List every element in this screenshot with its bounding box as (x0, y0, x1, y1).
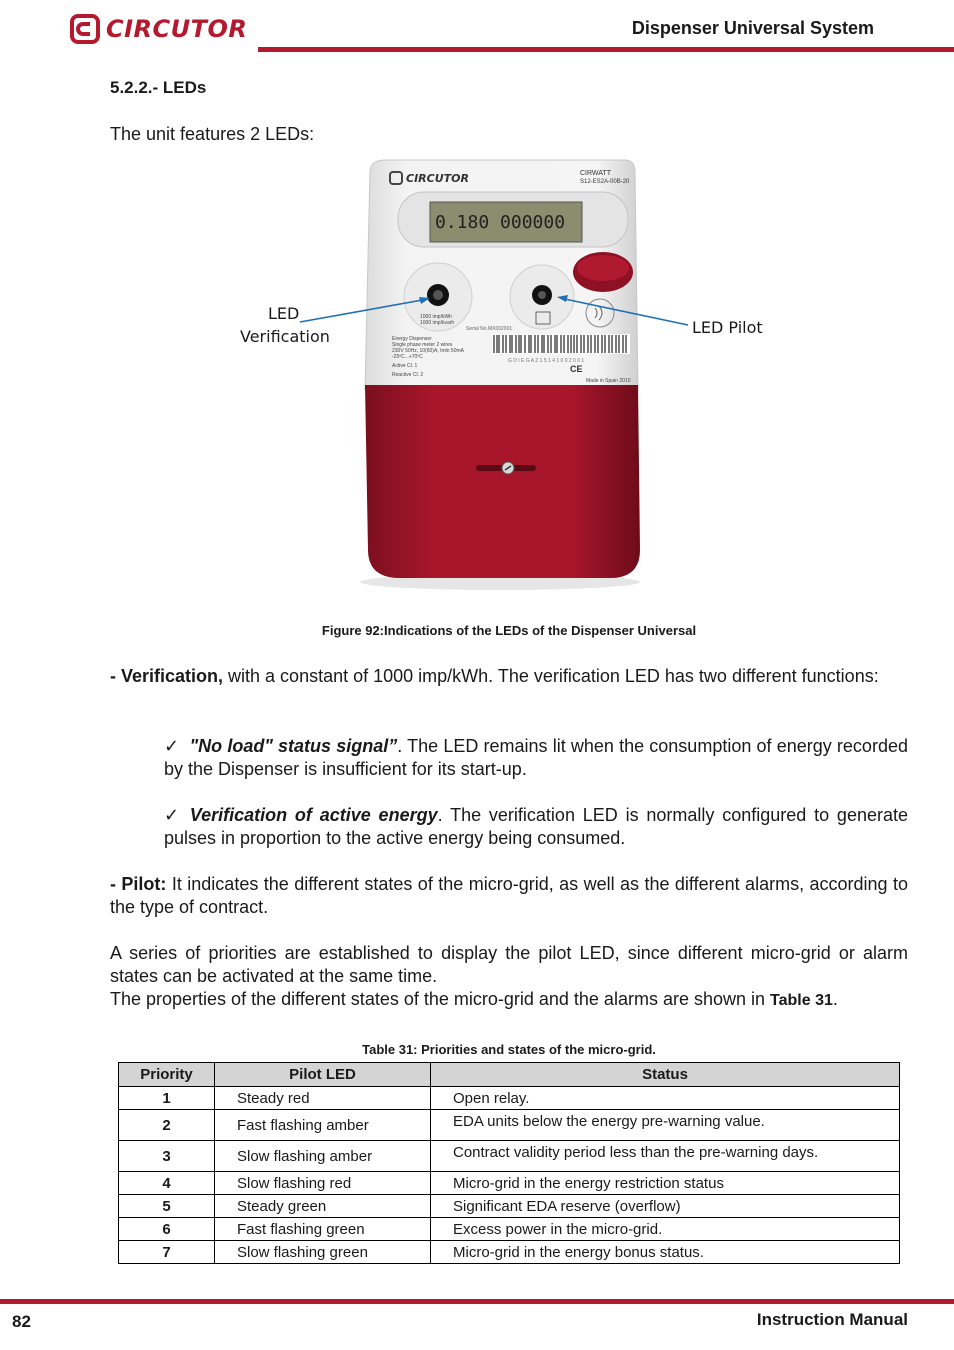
cell-priority: 6 (119, 1218, 215, 1241)
meter-spec-2: 230V 50Hz, 10(60)A, Imin 50mA (392, 348, 464, 354)
meter-serial: Serial No.MX002001 (466, 326, 513, 332)
table-row (119, 1141, 900, 1172)
cell-status: Micro-grid in the energy restriction status (431, 1172, 900, 1195)
svg-text:CE: CE (570, 364, 583, 374)
meter-spec-5: Reactive Cl. 2 (392, 372, 424, 378)
pilot-paragraph (110, 873, 908, 919)
verification-label: - Verification, (110, 666, 224, 686)
cell-status: Significant EDA reserve (overflow) (431, 1195, 900, 1218)
cell-priority: 2 (119, 1110, 215, 1141)
meter-spec-3: -25ºC...+70ºC (392, 354, 423, 360)
meter-made-in: Made in Spain 2010 (586, 378, 631, 384)
properties-paragraph (110, 988, 908, 1012)
bullet1-text: . The LED remains lit when the consumption of energy recorded by the Dispenser is insufficient for its start-up. (164, 736, 908, 779)
page-number: 82 (12, 1312, 31, 1331)
priorities-paragraph: A series of priorities are established to display the pilot LED, since different micro-grid or alarm states can be activated at the same time. (110, 943, 908, 986)
meter-spec-1: Single phase meter 2 wires (392, 342, 453, 348)
priorities-table (118, 1062, 900, 1264)
pilot-label: - Pilot: (110, 874, 167, 894)
meter-imp1: 1000 imp/kWh (420, 314, 452, 320)
bullet1-label: "No load" status signal” (189, 736, 398, 756)
section-heading: 5.2.2.- LEDs (110, 78, 207, 97)
table-reference: Table 31 (770, 992, 833, 1009)
meter-imp2: 1000 imp/kvarh (420, 320, 455, 326)
cell-status: Excess power in the micro-grid. (431, 1218, 900, 1241)
properties-text: The properties of the different states of the micro-grid and the alarms are shown in (110, 989, 771, 1009)
bullet2-label: Verification of active energy (189, 805, 438, 825)
meter-brand: CIRCUTOR (406, 172, 469, 185)
header-divider (258, 47, 954, 52)
verification-paragraph (110, 665, 908, 688)
meter-barcode-text: G D I E G A Z 1 5 1 4 1 0 0 2 0 0 1 (508, 358, 585, 364)
cell-status: Micro-grid in the energy bonus status. (431, 1241, 900, 1264)
cell-priority: 3 (119, 1141, 215, 1172)
table-row (119, 1241, 900, 1264)
table-row (119, 1110, 900, 1141)
check-icon: ✓ (164, 805, 182, 825)
meter-spec-0: Energy Dispenser (392, 336, 432, 342)
label-led-verification-2: Verification (240, 327, 330, 346)
footer-title: Instruction Manual (756, 1310, 908, 1329)
table-caption: Table 31: Priorities and states of the micro-grid. (362, 1042, 656, 1057)
table-row (119, 1218, 900, 1241)
table-row (119, 1195, 900, 1218)
cell-status: EDA units below the energy pre-warning value. (431, 1110, 900, 1141)
properties-end: . (832, 989, 838, 1009)
cell-status: Contract validity period less than the pre-warning days. (431, 1141, 900, 1172)
header-priority: Priority (119, 1063, 215, 1087)
table-header-row (119, 1063, 900, 1087)
footer-divider (0, 1299, 954, 1304)
bullet2-text: . The verification LED is normally configured to generate pulses in proportion to the active energy being consumed. (164, 805, 908, 848)
cell-priority: 1 (119, 1087, 215, 1110)
pilot-text: It indicates the different states of the micro-grid, as well as the different alarms, according to the type of contract. (110, 874, 908, 917)
meter-figure (230, 150, 770, 595)
cell-priority: 5 (119, 1195, 215, 1218)
cell-led: Slow flashing red (215, 1172, 431, 1195)
meter-display: 0.180 000000 (435, 212, 566, 233)
cell-led: Slow flashing green (215, 1241, 431, 1264)
brand-name: CIRCUTOR (106, 15, 248, 43)
circutor-logo-icon (70, 14, 100, 44)
verification-text: with a constant of 1000 imp/kWh. The verification LED has two different functions: (223, 666, 879, 686)
bullet-no-load (164, 735, 908, 781)
cell-led: Steady red (215, 1087, 431, 1110)
cell-led: Steady green (215, 1195, 431, 1218)
cell-priority: 4 (119, 1172, 215, 1195)
header-status: Status (431, 1063, 900, 1087)
table-row (119, 1087, 900, 1110)
brand-logo (70, 12, 247, 46)
cell-priority: 7 (119, 1241, 215, 1264)
meter-barcode (492, 334, 630, 354)
figure-caption: Figure 92:Indications of the LEDs of the Dispenser Universal (321, 623, 697, 638)
header-pilot-led: Pilot LED (215, 1063, 431, 1087)
bullet-active-energy (164, 804, 908, 850)
cell-led: Slow flashing amber (215, 1141, 431, 1172)
cell-led: Fast flashing green (215, 1218, 431, 1241)
meter-model-code: S12-ES2A-00B-20 (580, 179, 630, 185)
label-led-verification-1: LED (268, 304, 300, 323)
document-title: Dispenser Universal System (631, 18, 874, 38)
cell-led: Fast flashing amber (215, 1110, 431, 1141)
check-icon: ✓ (164, 736, 180, 756)
cell-status: Open relay. (431, 1087, 900, 1110)
meter-model: CIRWATT (580, 170, 611, 177)
label-led-pilot: LED Pilot (692, 318, 763, 337)
meter-cover (365, 385, 640, 578)
meter-spec-4: Active Cl. 1 (392, 363, 418, 369)
table-row (119, 1172, 900, 1195)
intro-text: The unit features 2 LEDs: (110, 124, 315, 144)
